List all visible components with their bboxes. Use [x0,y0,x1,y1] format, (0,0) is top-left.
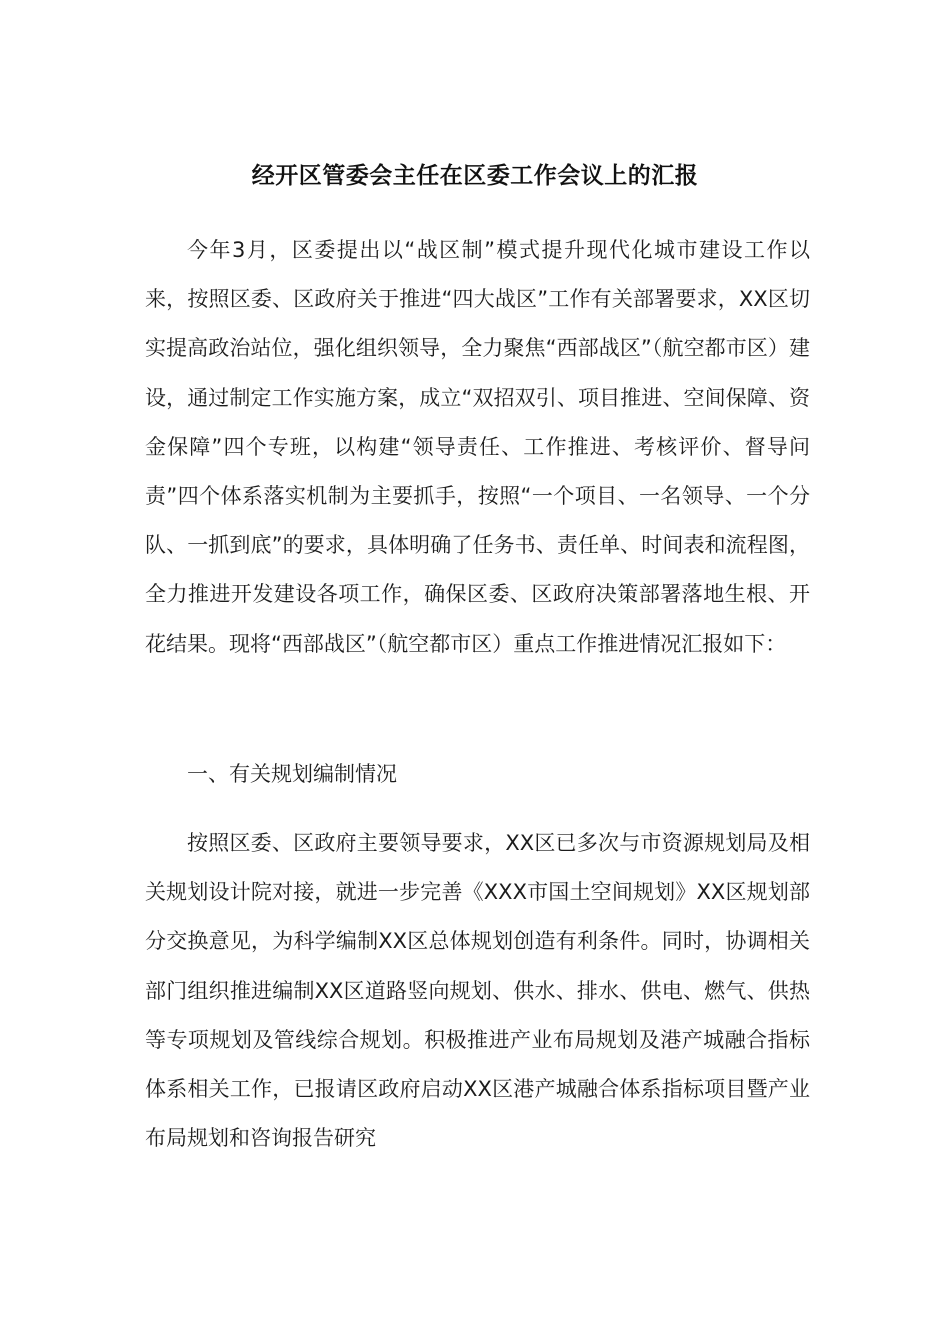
planning-paragraph: 按照区委、区政府主要领导要求，XX区已多次与市资源规划局及相关规划设计院对接，就进一步完善《XXX市国土空间规划》XX区规划部分交换意见，为科学编制XX区总体规划创造有利条件。同时，协调相关部门组织推进编制XX区道路竖向规划、供水、排水、供电、燃气、供热等专项规划及管线综合规划。积极推进产业布局规划及港产城融合指标体系相关工作，已报请区政府启动XX区港产城融合体系指标项目暨产业布局规划和咨询报告研究 [145,831,810,1151]
document-title: 经开区管委会主任在区委工作会议上的汇报 [251,163,699,189]
intro-paragraph: 今年3月，区委提出以“战区制”模式提升现代化城市建设工作以来，按照区委、区政府关于推进“四大战区”工作有关部署要求，XX区切实提高政治站位，强化组织领导，全力聚焦“西部战区”（航空都市区）建设，通过制定工作实施方案，成立“双招双引、项目推进、空间保障、资金保障”四个专班，以构建“领导责任、工作推进、考核评价、督导问责”四个体系落实机制为主要抓手，按照“一个项目、一名领导、一个分队、一抓到底”的要求，具体明确了任务书、责任单、时间表和流程图，全力推进开发建设各项工作，确保区委、区政府决策部署落地生根、开花结果。现将“西部战区”（航空都市区）重点工作推进情况汇报如下： [145,238,810,656]
section-heading: 一、有关规划编制情况 [187,762,397,786]
